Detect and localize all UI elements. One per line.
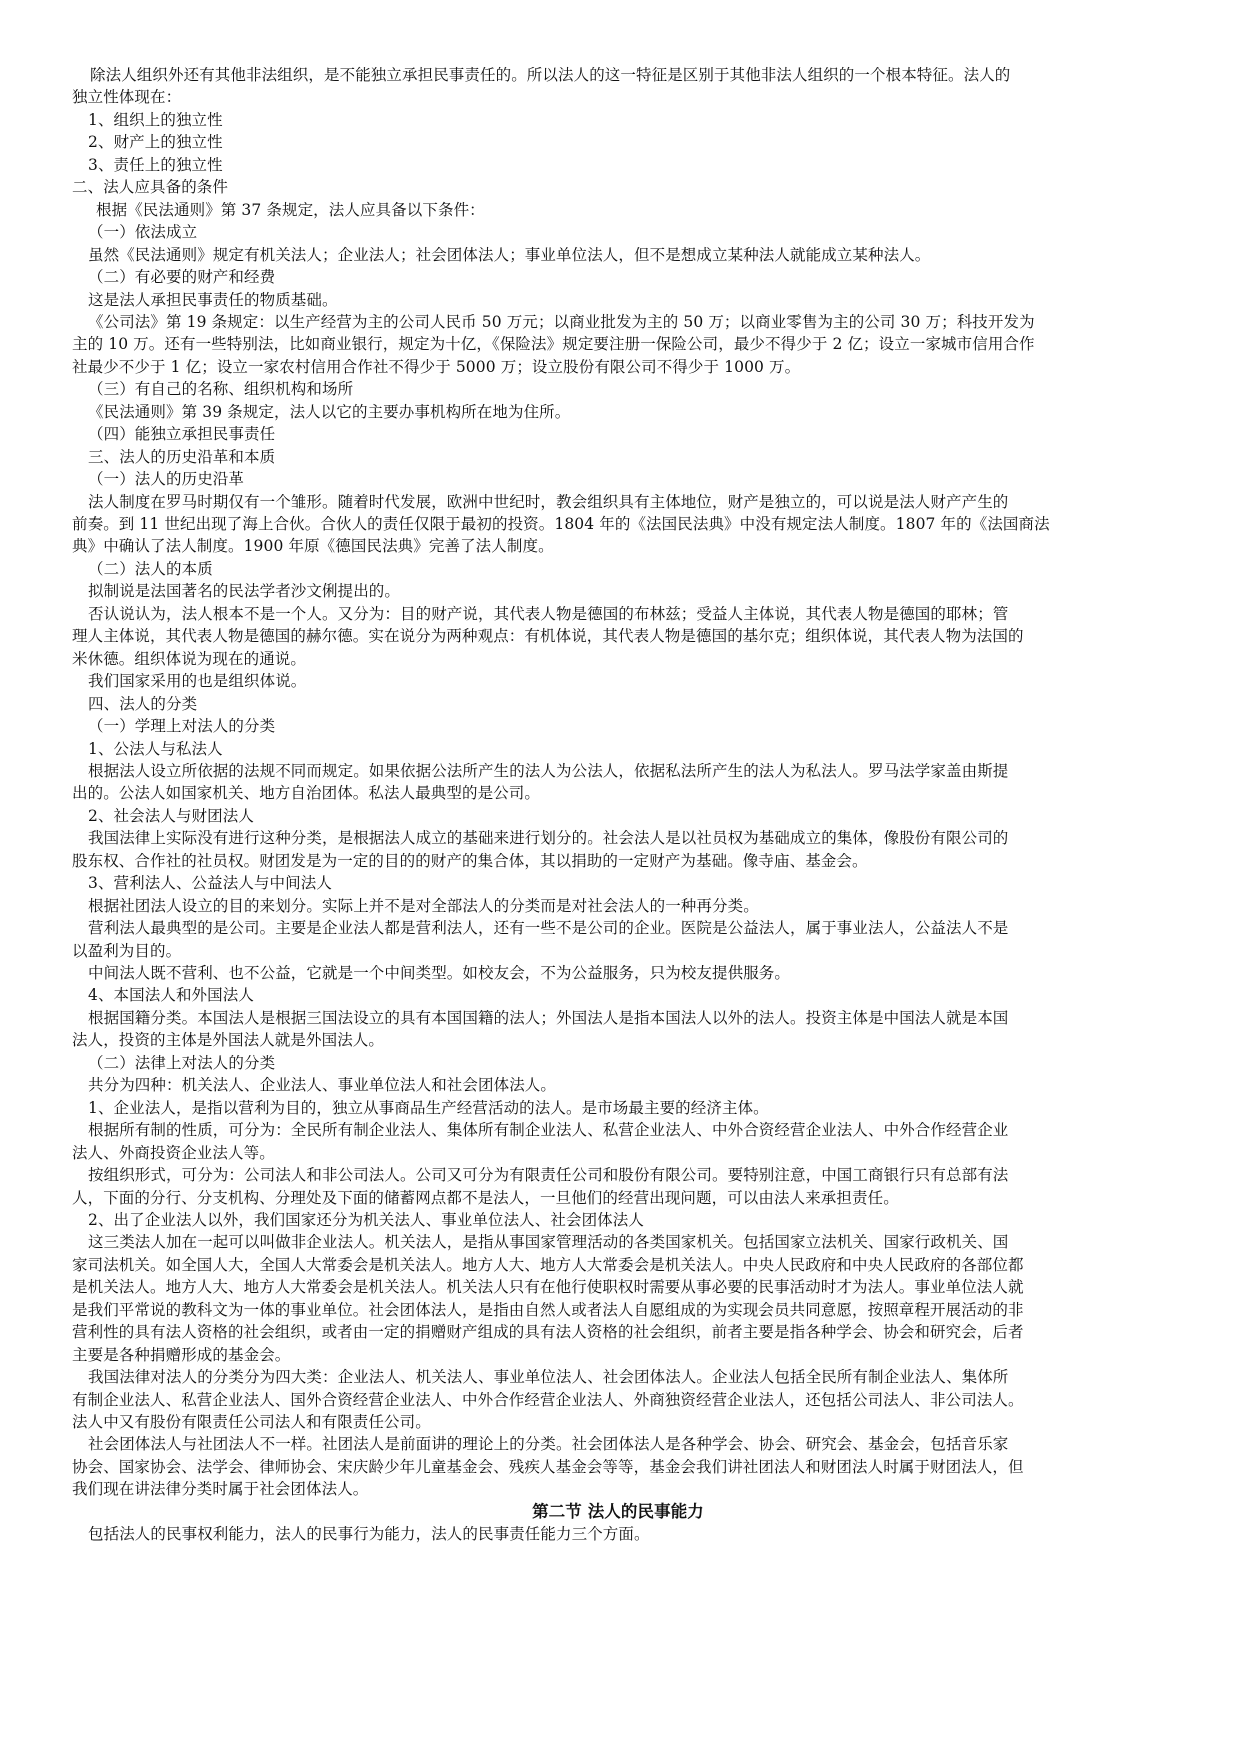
paragraph-line: （一）学理上对法人的分类	[88, 717, 276, 736]
paragraph-line: 《民法通则》第 39 条规定，法人以它的主要办事机构所在地为住所。	[88, 402, 571, 421]
paragraph-line: 2、出了企业法人以外，我们国家还分为机关法人、事业单位法人、社会团体法人	[88, 1210, 644, 1229]
paragraph-line: 中间法人既不营利、也不公益，它就是一个中间类型。如校友会，不为公益服务，只为校友提供服务。	[88, 964, 791, 982]
paragraph-line: 这三类法人加在一起可以叫做非企业法人。机关法人，是指从事国家管理活动的各类国家机关。包括国家立法机关、国家行政机关、国	[88, 1233, 1009, 1252]
paragraph-line: 二、法人应具备的条件	[72, 178, 229, 197]
paragraph-line: 典》中确认了法人制度。1900 年原《德国民法典》完善了法人制度。	[72, 537, 554, 556]
paragraph-line: 3、责任上的独立性	[88, 155, 223, 174]
paragraph-line: 根据《民法通则》第 37 条规定，法人应具备以下条件：	[96, 200, 485, 219]
paragraph-line: 股东权、合作社的社员权。财团发是为一定的目的的财产的集合体，其以捐助的一定财产为基础。像寺庙、基金会。	[72, 851, 868, 870]
paragraph-line: 2、财产上的独立性	[88, 133, 223, 152]
paragraph-line: 1、公法人与私法人	[88, 739, 223, 758]
paragraph-line: （二）法律上对法人的分类	[88, 1053, 276, 1072]
paragraph-line: 是机关法人。地方人大、地方人大常委会是机关法人。机关法人只有在他行使职权时需要从事必要的民事活动时才为法人。事业单位法人就	[72, 1278, 1024, 1297]
paragraph-line: 我们现在讲法律分类时属于社会团体法人。	[72, 1480, 369, 1499]
paragraph-line: 有制企业法人、私营企业法人、国外合资经营企业法人、中外合作经营企业法人、外商独资经营企业法人，还包括公司法人、非公司法人。	[72, 1390, 1024, 1409]
paragraph-line: 协会、国家协会、法学会、律师协会、宋庆龄少年儿童基金会、残疾人基金会等等，基金会我们讲社团法人和财团法人时属于财团法人，但	[72, 1457, 1024, 1476]
paragraph-line: 法人中又有股份有限责任公司法人和有限责任公司。	[72, 1413, 431, 1431]
paragraph-line: 理人主体说，其代表人物是德国的赫尔德。实在说分为两种观点：有机体说，其代表人物是德国的基尔克；组织体说，其代表人物为法国的	[72, 627, 1024, 646]
paragraph-line: 是我们平常说的教科文为一体的事业单位。社会团体法人，是指由自然人或者法人自愿组成的为实现会员共同意愿，按照章程开展活动的非	[72, 1300, 1024, 1319]
paragraph-line: 除法人组织外还有其他非法组织，是不能独立承担民事责任的。所以法人的这一特征是区别于其他非法人组织的一个根本特征。法人的	[90, 66, 1011, 84]
paragraph-line: 根据国籍分类。本国法人是根据三国法设立的具有本国国籍的法人；外国法人是指本国法人以外的法人。投资主体是中国法人就是本国	[88, 1008, 1009, 1027]
paragraph-line: 按组织形式，可分为：公司法人和非公司法人。公司又可分为有限责任公司和股份有限公司。要特别注意，中国工商银行只有总部有法	[88, 1166, 1009, 1185]
paragraph-line: 米休德。组织体说为现在的通说。	[72, 649, 307, 668]
paragraph-line: 根据所有制的性质，可分为：全民所有制企业法人、集体所有制企业法人、私营企业法人、中外合资经营企业法人、中外合作经营企业	[88, 1121, 1009, 1140]
paragraph-line: 1、组织上的独立性	[88, 110, 223, 129]
paragraph-line: 主要是各种捐赠形成的基金会。	[72, 1345, 291, 1364]
paragraph-line: 出的。公法人如国家机关、地方自治团体。私法人最典型的是公司。	[72, 784, 541, 803]
paragraph-line: 以盈利为目的。	[72, 941, 182, 960]
paragraph-line: 拟制说是法国著名的民法学者沙文俐提出的。	[88, 582, 401, 601]
paragraph-line: 虽然《民法通则》规定有机关法人；企业法人；社会团体法人；事业单位法人，但不是想成立某种法人就能成立某种法人。	[88, 245, 931, 264]
paragraph-line: 4、本国法人和外国法人	[88, 986, 254, 1005]
paragraph-line: 这是法人承担民事责任的物质基础。	[88, 290, 338, 309]
paragraph-line: 法人、外商投资企业法人等。	[72, 1143, 275, 1162]
paragraph-line: 主的 10 万。还有一些特别法，比如商业银行，规定为十亿，《保险法》规定要注册一保险公司，最少不得少于 2 亿；设立一家城市信用合作	[72, 335, 1035, 354]
paragraph-line: （二）有必要的财产和经费	[88, 268, 276, 287]
paragraph-line: 包括法人的民事权利能力，法人的民事行为能力，法人的民事责任能力三个方面。	[88, 1525, 650, 1544]
paragraph-line: 三、法人的历史沿革和本质	[88, 447, 276, 466]
paragraph-line: 法人，投资的主体是外国法人就是外国法人。	[72, 1031, 385, 1050]
paragraph-line: （二）法人的本质	[88, 559, 213, 578]
paragraph-line: 1、企业法人，是指以营利为目的，独立从事商品生产经营活动的法人。是市场最主要的经济主体。	[88, 1098, 769, 1117]
paragraph-line: 我们国家采用的也是组织体说。	[88, 672, 307, 691]
paragraph-line: 人，下面的分行、分支机构、分理处及下面的储蓄网点都不是法人，一旦他们的经营出现问题，可以由法人来承担责任。	[72, 1188, 899, 1207]
paragraph-line: 前奏。到 11 世纪出现了海上合伙。合伙人的责任仅限于最初的投资。1804 年的《法国民法典》中没有规定法人制度。1807 年的《法国商法	[72, 515, 1050, 533]
paragraph-line: 我国法律对法人的分类分为四大类：企业法人、机关法人、事业单位法人、社会团体法人。企业法人包括全民所有制企业法人、集体所	[88, 1368, 1009, 1387]
paragraph-line: 独立性体现在：	[72, 88, 182, 107]
paragraph-line: 《公司法》第 19 条规定：以生产经营为主的公司人民币 50 万元；以商业批发为主的 50 万；以商业零售为主的公司 30 万；科技开发为	[88, 312, 1035, 331]
paragraph-line: 3、营利法人、公益法人与中间法人	[88, 874, 332, 893]
paragraph-line: 根据社团法人设立的目的来划分。实际上并不是对全部法人的分类而是对社会法人的一种再分类。	[88, 896, 759, 915]
paragraph-line: 营利法人最典型的是公司。主要是企业法人都是营利法人，还有一些不是公司的企业。医院是公益法人，属于事业法人，公益法人不是	[88, 919, 1009, 938]
paragraph-line: 营利性的具有法人资格的社会组织，或者由一定的捐赠财产组成的具有法人资格的社会组织，前者主要是指各种学会、协会和研究会，后者	[72, 1323, 1024, 1342]
paragraph-line: 社最少不少于 1 亿；设立一家农村信用合作社不得少于 5000 万；设立股份有限公司不得少于 1000 万。	[72, 357, 801, 376]
paragraph-line: 根据法人设立所依据的法规不同而规定。如果依据公法所产生的法人为公法人，依据私法所产生的法人为私法人。罗马法学家盖由斯提	[88, 761, 1009, 780]
paragraph-line: 四、法人的分类	[88, 694, 198, 713]
paragraph-line: 法人制度在罗马时期仅有一个雏形。随着时代发展，欧洲中世纪时，教会组织具有主体地位，财产是独立的，可以说是法人财产产生的	[88, 492, 1009, 511]
paragraph-line: （三）有自己的名称、组织机构和场所	[88, 380, 354, 399]
paragraph-line: 2、社会法人与财团法人	[88, 806, 254, 825]
paragraph-line: （一）法人的历史沿革	[88, 470, 245, 489]
paragraph-line: 我国法律上实际没有进行这种分类，是根据法人成立的基础来进行划分的。社会法人是以社员权为基础成立的集体，像股份有限公司的	[88, 829, 1009, 848]
section-heading: 第二节 法人的民事能力	[532, 1501, 704, 1521]
paragraph-line: （四）能独立承担民事责任	[88, 425, 276, 444]
paragraph-line: （一）依法成立	[88, 223, 198, 242]
paragraph-line: 社会团体法人与社团法人不一样。社团法人是前面讲的理论上的分类。社会团体法人是各种学会、协会、研究会、基金会，包括音乐家	[88, 1435, 1009, 1454]
paragraph-line: 家司法机关。如全国人大，全国人大常委会是机关法人。地方人大、地方人大常委会是机关法人。中央人民政府和中央人民政府的各部位都	[72, 1255, 1024, 1274]
paragraph-line: 否认说认为，法人根本不是一个人。又分为：目的财产说，其代表人物是德国的布林兹；受益人主体说，其代表人物是德国的耶林；管	[88, 604, 1009, 623]
paragraph-line: 共分为四种：机关法人、企业法人、事业单位法人和社会团体法人。	[88, 1076, 557, 1095]
